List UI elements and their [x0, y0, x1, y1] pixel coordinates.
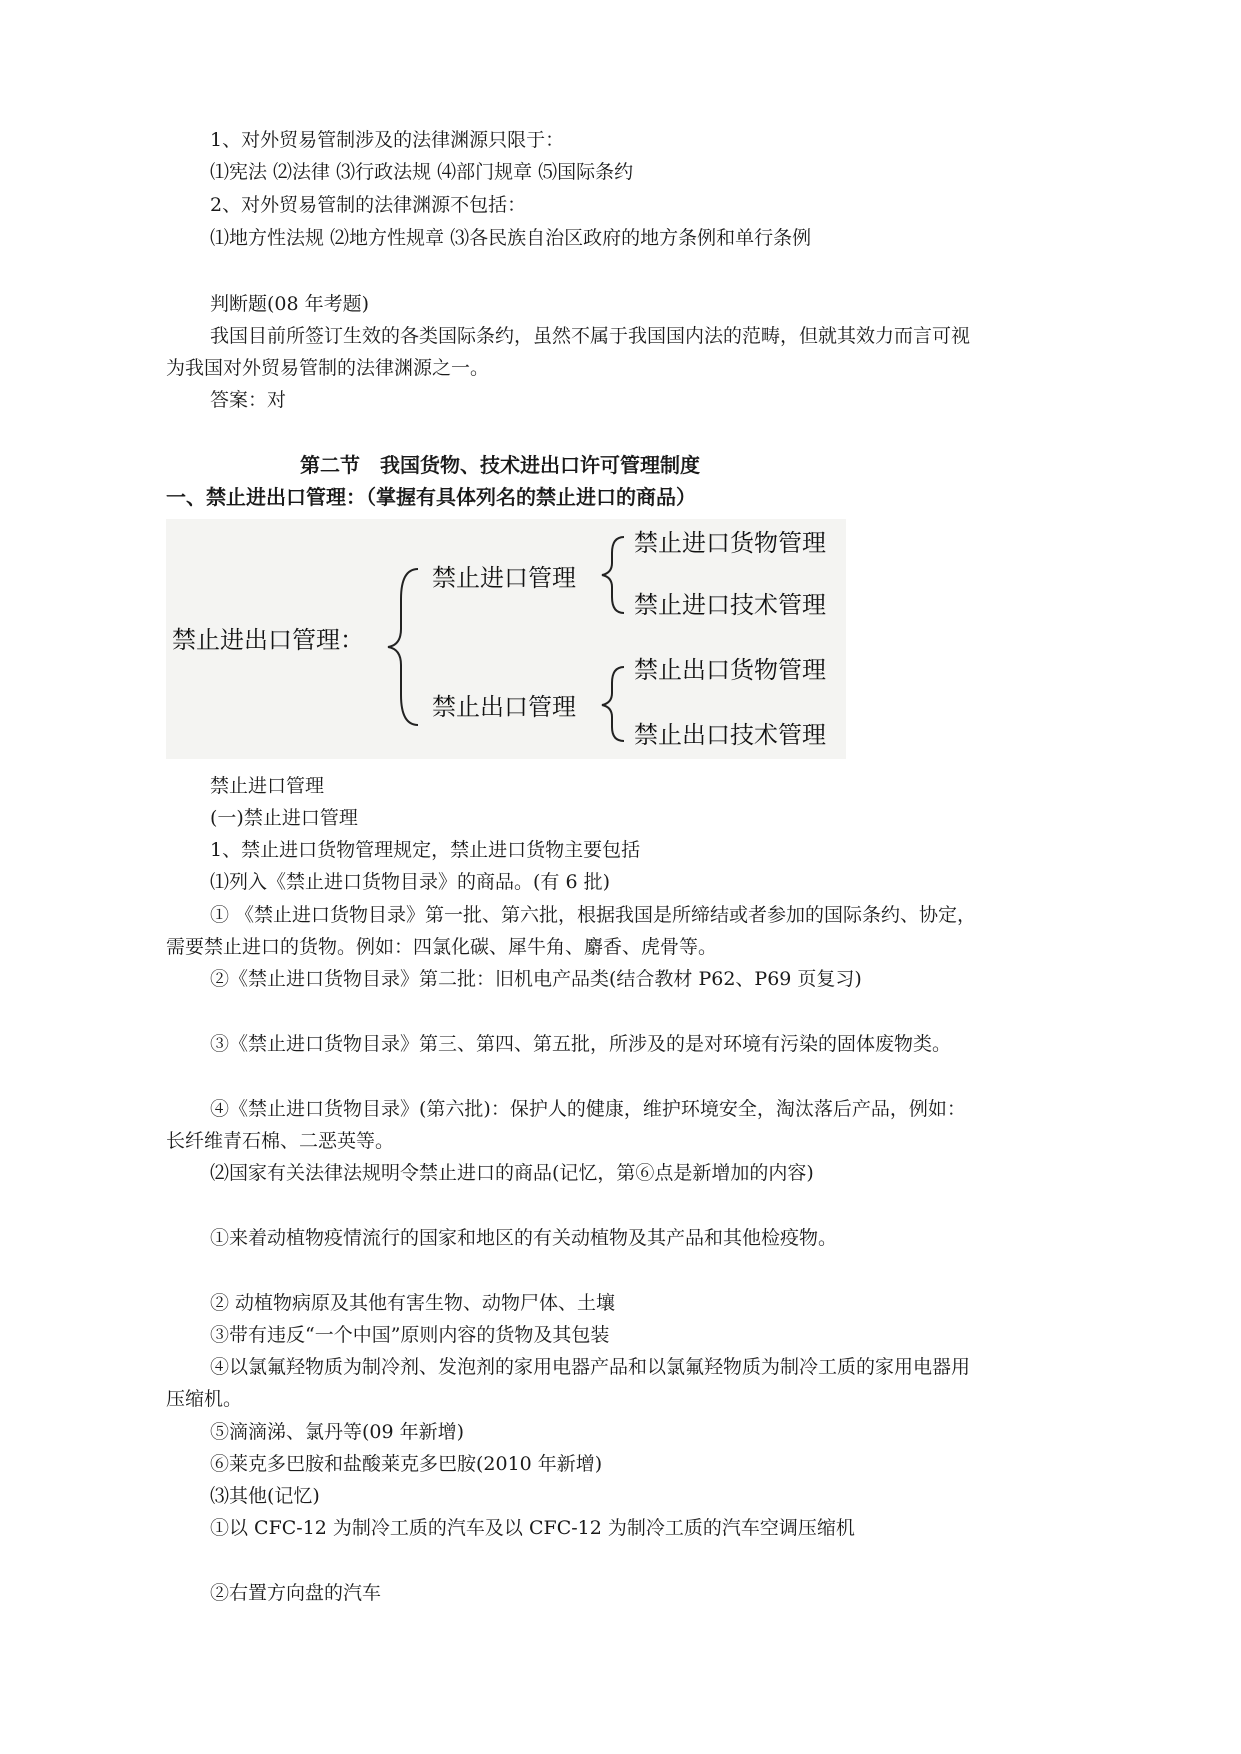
classification-diagram: [166, 519, 846, 759]
diagram-import-goods: 禁止进口货物管理: [634, 529, 826, 557]
text-line: ⑤滴滴涕、氯丹等(09 年新增): [210, 1421, 465, 1443]
text-line: 1、禁止进口货物管理规定，禁止进口货物主要包括: [210, 839, 641, 861]
text-line: ②《禁止进口货物目录》第二批：旧机电产品类(结合教材 P62、P69 页复习): [210, 968, 862, 990]
text-line: ③《禁止进口货物目录》第三、第四、第五批，所涉及的是对环境有污染的固体废物类。: [210, 1033, 952, 1055]
text-line: 需要禁止进口的货物。例如：四氯化碳、犀牛角、麝香、虎骨等。: [166, 936, 718, 958]
text-line: ① 《禁止进口货物目录》第一批、第六批，根据我国是所缔结或者参加的国际条约、协定，: [210, 904, 977, 926]
text-line: ⑵国家有关法律法规明令禁止进口的商品(记忆，第⑥点是新增加的内容): [210, 1162, 814, 1184]
text-line: ⑥莱克多巴胺和盐酸莱克多巴胺(2010 年新增): [210, 1453, 603, 1475]
text-line: 禁止进口管理: [210, 775, 325, 797]
diagram-import-label: 禁止进口管理: [432, 564, 576, 592]
quiz-answer: 答案：对: [210, 389, 287, 411]
text-line: 2、对外贸易管制的法律渊源不包括：: [210, 194, 527, 216]
text-line: ④《禁止进口货物目录》(第六批)：保护人的健康，维护环境安全，淘汰落后产品，例如：: [210, 1098, 966, 1120]
text-line: 压缩机。: [166, 1388, 243, 1410]
text-line: 1、对外贸易管制涉及的法律渊源只限于：: [210, 129, 565, 151]
diagram-export-goods: 禁止出口货物管理: [634, 656, 826, 684]
diagram-export-label: 禁止出口管理: [432, 693, 576, 721]
text-line: 我国目前所签订生效的各类国际条约，虽然不属于我国国内法的范畴，但就其效力而言可视: [210, 325, 971, 347]
quiz-heading: 判断题(08 年考题): [210, 293, 370, 315]
diagram-root-label: 禁止进出口管理：: [172, 626, 364, 654]
text-line: ⑴宪法 ⑵法律 ⑶行政法规 ⑷部门规章 ⑸国际条约: [210, 161, 634, 183]
text-line: ② 动植物病原及其他有害生物、动物尸体、土壤: [210, 1292, 616, 1314]
text-line: ⑴列入《禁止进口货物目录》的商品。(有 6 批): [210, 871, 610, 893]
text-line: ①来着动植物疫情流行的国家和地区的有关动植物及其产品和其他检疫物。: [210, 1227, 838, 1249]
section-subtitle: 一、禁止进出口管理：（掌握有具体列名的禁止进口的商品）: [166, 485, 696, 509]
text-line: 为我国对外贸易管制的法律渊源之一。: [166, 357, 490, 379]
text-line: ①以 CFC-12 为制冷工质的汽车及以 CFC-12 为制冷工质的汽车空调压缩机: [210, 1517, 855, 1539]
diagram-import-tech: 禁止进口技术管理: [634, 591, 826, 619]
text-line: ⑶其他(记忆): [210, 1485, 320, 1507]
text-line: 长纤维青石棉、二恶英等。: [166, 1130, 395, 1152]
text-line: ⑴地方性法规 ⑵地方性规章 ⑶各民族自治区政府的地方条例和单行条例: [210, 227, 812, 249]
text-line: ②右置方向盘的汽车: [210, 1582, 382, 1604]
diagram-export-tech: 禁止出口技术管理: [634, 721, 826, 749]
text-line: ③带有违反“一个中国”原则内容的货物及其包装: [210, 1324, 610, 1346]
text-line: (一)禁止进口管理: [210, 807, 358, 829]
section-title: 第二节 我国货物、技术进出口许可管理制度: [300, 453, 700, 477]
text-line: ④以氯氟羟物质为制冷剂、发泡剂的家用电器产品和以氯氟羟物质为制冷工质的家用电器用: [210, 1356, 971, 1378]
